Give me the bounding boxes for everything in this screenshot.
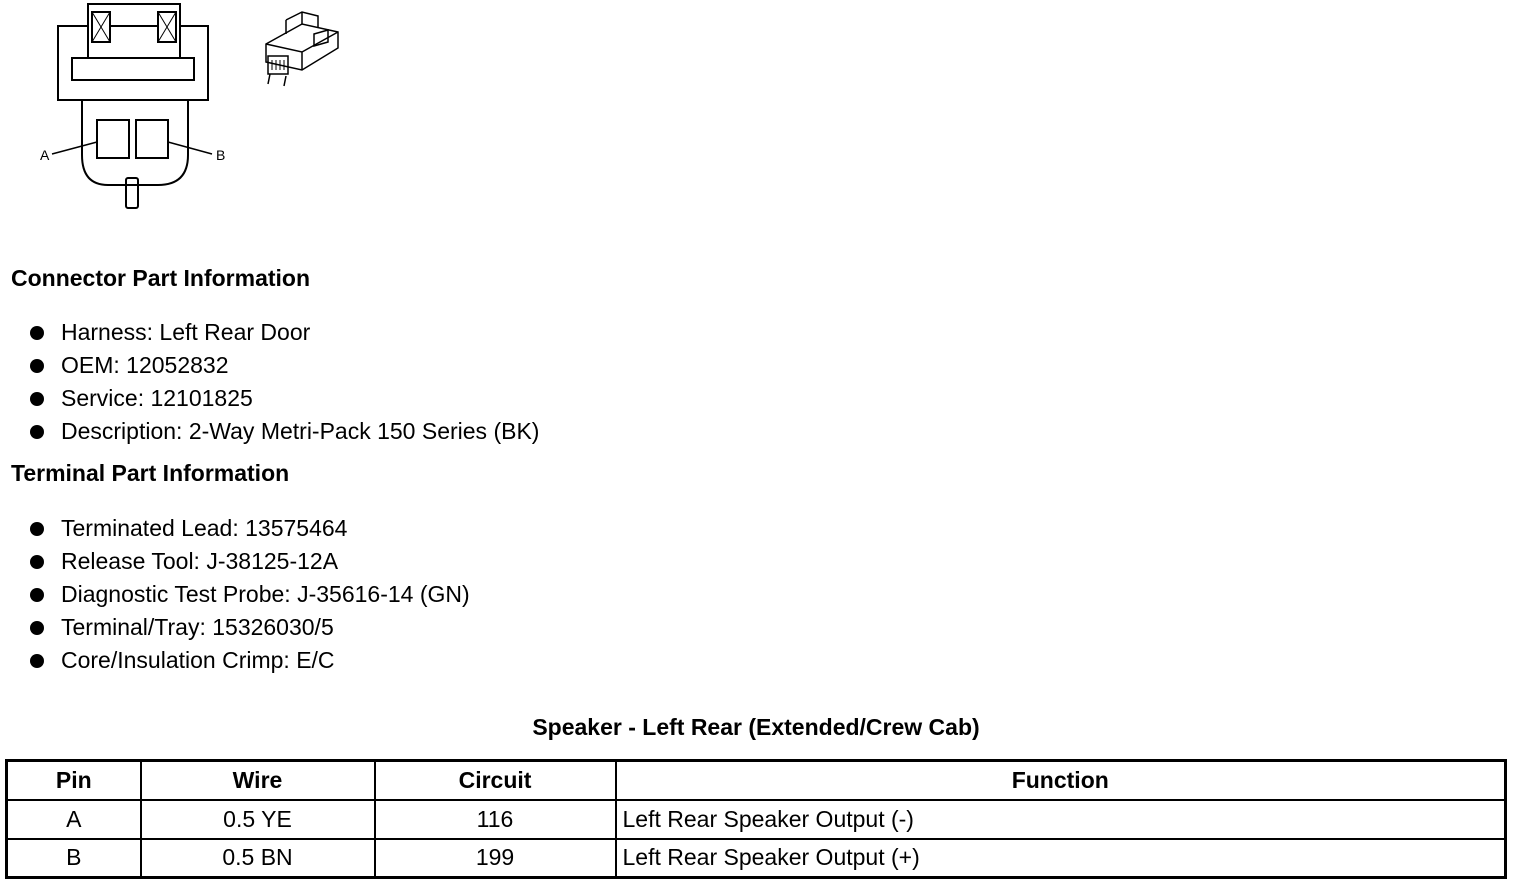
- list-item: [28, 382, 539, 415]
- table-caption: Speaker - Left Rear (Extended/Crew Cab): [532, 714, 980, 740]
- cell-wire: 0.5 YE: [141, 800, 375, 839]
- cavity-b: [136, 120, 168, 158]
- pinout-table: [5, 759, 1507, 879]
- bullet-icon: [30, 359, 44, 373]
- pin-label-a: A: [40, 147, 50, 163]
- bullet-icon: [30, 621, 44, 635]
- table-header-row: [7, 761, 1506, 800]
- bullet-icon: [30, 588, 44, 602]
- list-item: [28, 512, 470, 545]
- list-item: [28, 545, 470, 578]
- list-item-text: Diagnostic Test Probe: J-35616-14 (GN): [61, 581, 470, 607]
- cell-function: Left Rear Speaker Output (+): [616, 839, 1506, 878]
- connector-part-info-heading: Connector Part Information: [11, 265, 311, 291]
- cavity-a: [97, 120, 129, 158]
- list-item-text: OEM: 12052832: [61, 352, 229, 378]
- cell-circuit: 199: [375, 839, 616, 878]
- list-item: [28, 611, 470, 644]
- connector-isometric-icon: [258, 4, 348, 88]
- terminal-part-info-heading: Terminal Part Information: [11, 460, 290, 486]
- bullet-icon: [30, 425, 44, 439]
- list-item: [28, 644, 470, 677]
- cell-function: Left Rear Speaker Output (-): [616, 800, 1506, 839]
- cell-pin: B: [7, 839, 141, 878]
- cell-pin: A: [7, 800, 141, 839]
- list-item-text: Release Tool: J-38125-12A: [61, 548, 339, 574]
- bullet-icon: [30, 654, 44, 668]
- bullet-icon: [30, 326, 44, 340]
- connector-face-diagram: [30, 0, 250, 215]
- list-item: [28, 415, 539, 448]
- bullet-icon: [30, 522, 44, 536]
- list-item-text: Core/Insulation Crimp: E/C: [61, 647, 335, 673]
- header-wire: Wire: [141, 761, 375, 800]
- bullet-icon: [30, 555, 44, 569]
- header-function: Function: [616, 761, 1506, 800]
- list-item-text: Terminal/Tray: 15326030/5: [61, 614, 334, 640]
- cell-wire: 0.5 BN: [141, 839, 375, 878]
- header-circuit: Circuit: [375, 761, 616, 800]
- header-pin: Pin: [7, 761, 141, 800]
- table-row: [7, 839, 1506, 878]
- table-row: [7, 800, 1506, 839]
- list-item-text: Description: 2-Way Metri-Pack 150 Series (BK): [61, 418, 540, 444]
- list-item: [28, 349, 539, 382]
- cell-circuit: 116: [375, 800, 616, 839]
- pin-label-b: B: [216, 147, 226, 163]
- list-item-text: Terminated Lead: 13575464: [61, 515, 348, 541]
- list-item-text: Service: 12101825: [61, 385, 253, 411]
- list-item: [28, 578, 470, 611]
- list-item: [28, 316, 539, 349]
- connector-part-info-list: [28, 316, 539, 448]
- list-item-text: Harness: Left Rear Door: [61, 319, 311, 345]
- bullet-icon: [30, 392, 44, 406]
- terminal-part-info-list: [28, 512, 470, 677]
